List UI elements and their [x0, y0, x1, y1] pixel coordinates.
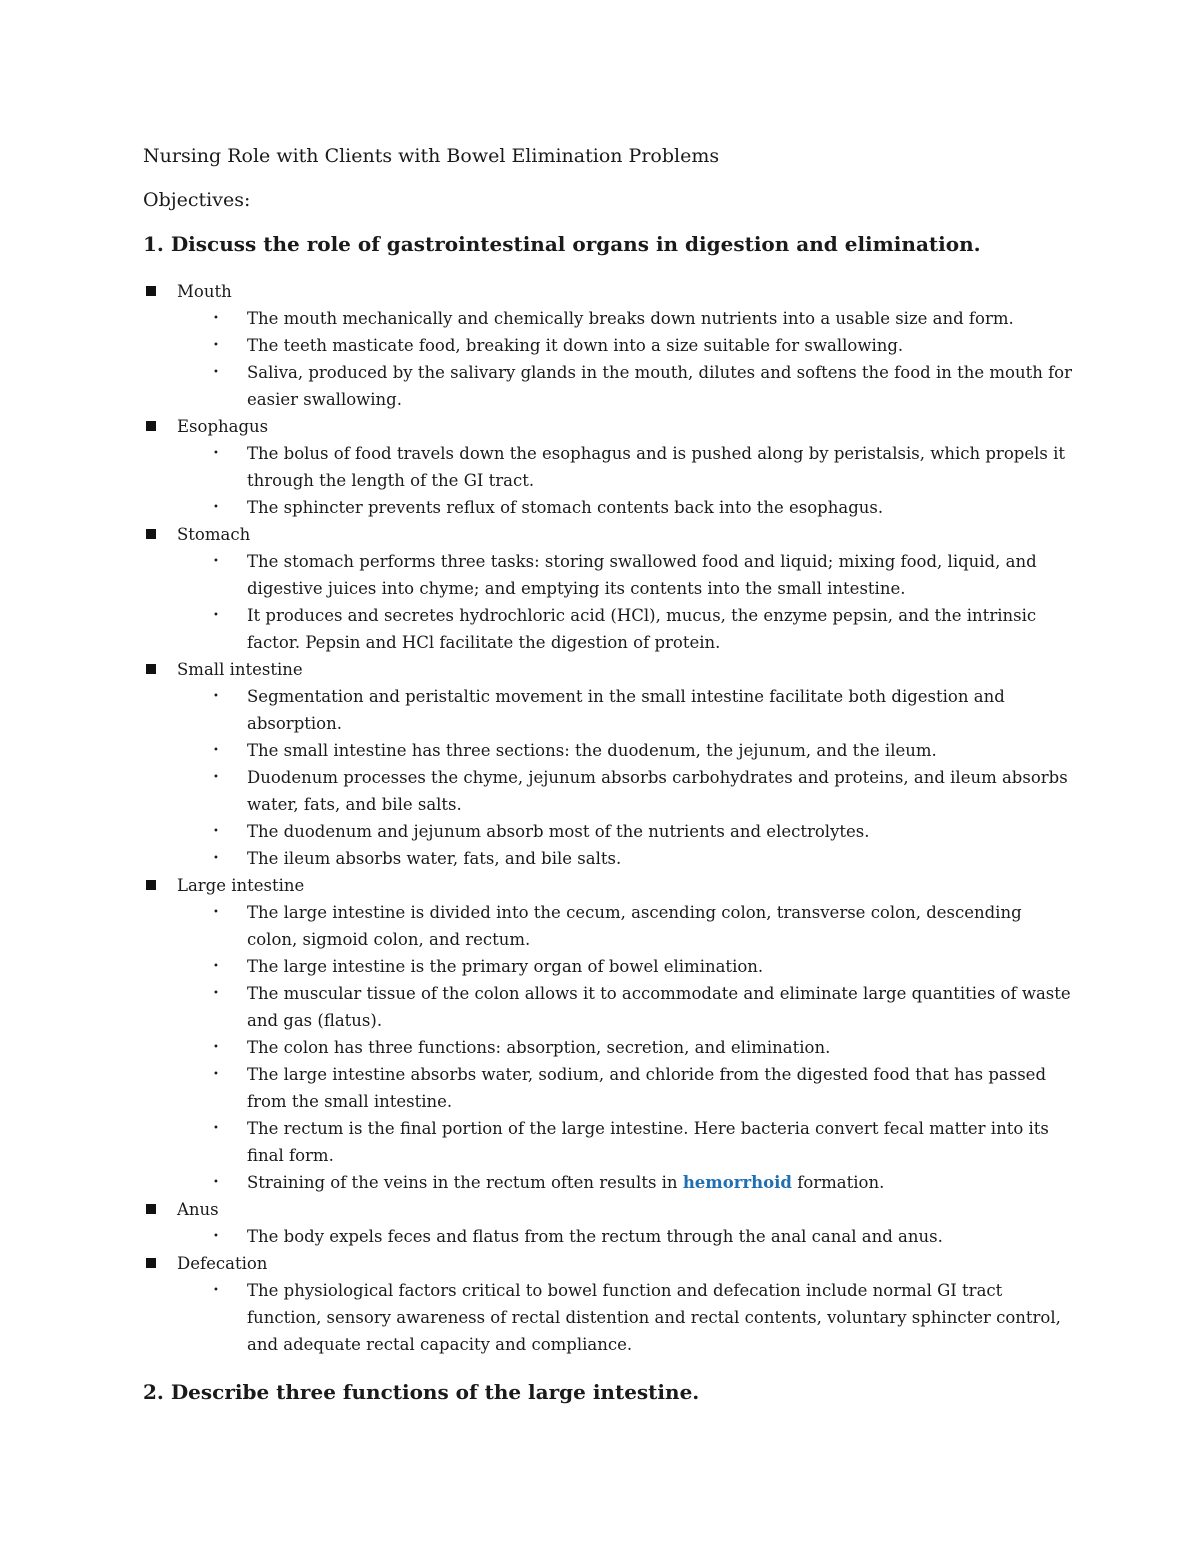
- dot-bullet-icon: •: [213, 340, 219, 351]
- dot-bullet-icon: •: [213, 1177, 219, 1188]
- objective-2-heading: 2. Describe three functions of the large intestine.: [143, 1380, 700, 1404]
- list-item-text: The large intestine is divided into the cecum, ascending colon, transverse colon, descending colon, sigmoid colon, and rectum.: [247, 903, 1022, 949]
- topic-item: [143, 656, 1073, 872]
- objectives-heading: Objectives:: [143, 189, 251, 211]
- topic-name: Esophagus: [177, 417, 269, 436]
- topic-name: Anus: [177, 1200, 219, 1219]
- list-item-text: The rectum is the final portion of the large intestine. Here bacteria convert fecal matter into its final form.: [247, 1119, 1049, 1165]
- list-item-text: The large intestine is the primary organ of bowel elimination.: [247, 957, 764, 976]
- list-item: [143, 1169, 1073, 1196]
- square-bullet-icon: [146, 529, 156, 539]
- objective-1-heading: 1. Discuss the role of gastrointestinal organs in digestion and elimination.: [143, 232, 981, 256]
- list-item-text: Duodenum processes the chyme, jejunum absorbs carbohydrates and proteins, and ileum absorbs water, fats, and bile salts.: [247, 768, 1068, 814]
- square-bullet-icon: [146, 1258, 156, 1268]
- topic-header: [143, 1196, 1073, 1223]
- dot-bullet-icon: •: [213, 826, 219, 837]
- dot-bullet-icon: •: [213, 961, 219, 972]
- dot-bullet-icon: •: [213, 1042, 219, 1053]
- list-item-text: The body expels feces and flatus from the rectum through the anal canal and anus.: [247, 1227, 943, 1246]
- point-list: [143, 1223, 1073, 1250]
- list-item: [143, 602, 1073, 656]
- topic-item: [143, 278, 1073, 413]
- list-item-text: The muscular tissue of the colon allows it to accommodate and eliminate large quantities of waste and gas (flatus).: [247, 984, 1071, 1030]
- list-item: [143, 764, 1073, 818]
- dot-bullet-icon: •: [213, 1231, 219, 1242]
- list-item-text: It produces and secretes hydrochloric acid (HCl), mucus, the enzyme pepsin, and the intrinsic factor. Pepsin and HCl facilitate the digestion of protein.: [247, 606, 1037, 652]
- point-list: [143, 305, 1073, 413]
- topic-item: [143, 1196, 1073, 1250]
- dot-bullet-icon: •: [213, 556, 219, 567]
- list-item: [143, 440, 1073, 494]
- point-list: [143, 683, 1073, 872]
- list-item: [143, 305, 1073, 332]
- list-item: [143, 818, 1073, 845]
- list-item: [143, 359, 1073, 413]
- topic-name: Stomach: [177, 525, 251, 544]
- point-list: [143, 548, 1073, 656]
- dot-bullet-icon: •: [213, 988, 219, 999]
- list-item-text: The bolus of food travels down the esophagus and is pushed along by peristalsis, which propels it through the length of the GI tract.: [247, 444, 1065, 490]
- list-item: [143, 953, 1073, 980]
- list-item-text: The small intestine has three sections: the duodenum, the jejunum, and the ileum.: [247, 741, 937, 760]
- point-list: [143, 899, 1073, 1196]
- list-item-text: The stomach performs three tasks: storing swallowed food and liquid; mixing food, liquid, and digestive juices into chyme; and emptying its contents into the small intestine.: [247, 552, 1037, 598]
- dot-bullet-icon: •: [213, 1123, 219, 1134]
- document-title: Nursing Role with Clients with Bowel Elimination Problems: [143, 145, 720, 167]
- point-list: [143, 1277, 1073, 1358]
- dot-bullet-icon: •: [213, 1069, 219, 1080]
- list-item-text: The sphincter prevents reflux of stomach contents back into the esophagus.: [247, 498, 884, 517]
- topic-header: [143, 872, 1073, 899]
- list-item-text: Saliva, produced by the salivary glands in the mouth, dilutes and softens the food in the mouth for easier swallowing.: [247, 363, 1073, 409]
- point-list: [143, 440, 1073, 521]
- list-item: [143, 548, 1073, 602]
- list-item: [143, 737, 1073, 764]
- dot-bullet-icon: •: [213, 448, 219, 459]
- topic-name: Small intestine: [177, 660, 303, 679]
- list-item-text: The teeth masticate food, breaking it down into a size suitable for swallowing.: [247, 336, 904, 355]
- topic-name: Mouth: [177, 282, 232, 301]
- topic-name: Large intestine: [177, 876, 305, 895]
- dot-bullet-icon: •: [213, 502, 219, 513]
- list-item: [143, 683, 1073, 737]
- topic-item: [143, 521, 1073, 656]
- dot-bullet-icon: •: [213, 313, 219, 324]
- dot-bullet-icon: •: [213, 691, 219, 702]
- dot-bullet-icon: •: [213, 367, 219, 378]
- topic-header: [143, 413, 1073, 440]
- square-bullet-icon: [146, 1204, 156, 1214]
- list-item-text: The large intestine absorbs water, sodium, and chloride from the digested food that has passed from the small intestine.: [247, 1065, 1047, 1111]
- list-item: [143, 332, 1073, 359]
- list-item-text: The duodenum and jejunum absorb most of the nutrients and electrolytes.: [247, 822, 870, 841]
- dot-bullet-icon: •: [213, 907, 219, 918]
- topic-header: [143, 521, 1073, 548]
- dot-bullet-icon: •: [213, 772, 219, 783]
- square-bullet-icon: [146, 286, 156, 296]
- topic-header: [143, 656, 1073, 683]
- square-bullet-icon: [146, 880, 156, 890]
- square-bullet-icon: [146, 421, 156, 431]
- list-item: [143, 1277, 1073, 1358]
- list-item: [143, 1115, 1073, 1169]
- list-item: [143, 1223, 1073, 1250]
- list-item: [143, 1061, 1073, 1115]
- list-item: [143, 980, 1073, 1034]
- list-item-text: The ileum absorbs water, fats, and bile salts.: [247, 849, 622, 868]
- list-item: [143, 1034, 1073, 1061]
- list-item: [143, 494, 1073, 521]
- square-bullet-icon: [146, 664, 156, 674]
- hemorrhoid-link[interactable]: hemorrhoid: [682, 1173, 792, 1192]
- dot-bullet-icon: •: [213, 1285, 219, 1296]
- list-item-text: Segmentation and peristaltic movement in the small intestine facilitate both digestion and absorption.: [247, 687, 1005, 733]
- topic-header: [143, 278, 1073, 305]
- dot-bullet-icon: •: [213, 853, 219, 864]
- list-item-text: The physiological factors critical to bowel function and defecation include normal GI tract function, sensory awareness of rectal distention and rectal contents, voluntary sphincter control, and adequate rectal capacity and compliance.: [247, 1281, 1061, 1354]
- list-item-text: The colon has three functions: absorption, secretion, and elimination.: [247, 1038, 831, 1057]
- list-item-text: Straining of the veins in the rectum often results in: [247, 1173, 683, 1192]
- dot-bullet-icon: •: [213, 610, 219, 621]
- topic-list: [143, 278, 1073, 1358]
- topic-item: [143, 413, 1073, 521]
- topic-header: [143, 1250, 1073, 1277]
- topic-item: [143, 872, 1073, 1196]
- list-item-text: The mouth mechanically and chemically breaks down nutrients into a usable size and form.: [247, 309, 1014, 328]
- topic-name: Defecation: [177, 1254, 268, 1273]
- dot-bullet-icon: •: [213, 745, 219, 756]
- topic-item: [143, 1250, 1073, 1358]
- list-item-text: formation.: [791, 1173, 885, 1192]
- list-item: [143, 899, 1073, 953]
- list-item: [143, 845, 1073, 872]
